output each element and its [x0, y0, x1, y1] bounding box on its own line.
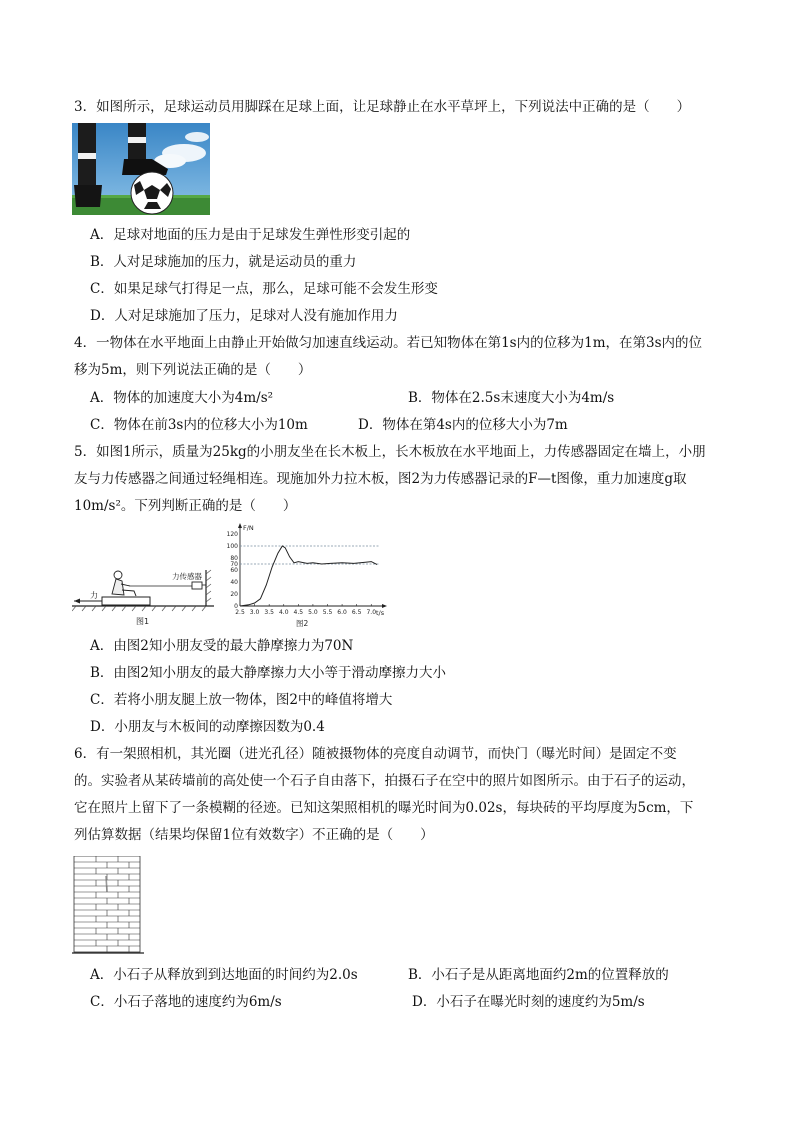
x-tick-label: 2.5: [235, 609, 245, 616]
x-tick-label: 6.5: [351, 609, 362, 616]
question-6-stem-line-3: 它在照片上留下了一条模糊的径迹。已知这架照相机的曝光时间为0.02s，每块砖的平均厚度为5cm，下: [74, 800, 694, 816]
y-tick-label: 70: [230, 561, 238, 568]
figure-1-board-diagram: [72, 568, 222, 628]
q6-option-b: B．小石子是从距离地面约2m的位置释放的: [408, 967, 669, 983]
sensor-label: 力传感器: [172, 572, 202, 581]
q3-option-a: A．足球对地面的压力是由于足球发生弹性形变引起的: [90, 227, 411, 243]
y-tick-label: 120: [226, 531, 238, 538]
q4-option-d: D．物体在第4s内的位移大小为7m: [358, 417, 568, 433]
force-curve: [240, 546, 377, 606]
q6-option-a: A．小石子从释放到到达地面的时间约为2.0s: [90, 967, 358, 983]
question-5-stem-line-2: 友与力传感器之间通过轻绳相连。现施加外力拉木板，图2为力传感器记录的F—t图像，重力加速度g取: [74, 471, 687, 487]
question-5-stem-line-3: 10m/s²。下列判断正确的是（ ）: [74, 498, 297, 514]
y-axis-arrow: [238, 523, 242, 528]
question-6-stem-line-1: 6．有一架照相机，其光圈（进光孔径）随被摄物体的亮度自动调节，而快门（曝光时间）是固定不变: [74, 746, 677, 762]
question-3-stem: 3．如图所示，足球运动员用脚踩在足球上面，让足球静止在水平草坪上，下列说法中正确的是（ ）: [74, 99, 691, 115]
figure-2-caption: 图2: [296, 619, 309, 628]
figure-1-caption: 图1: [136, 617, 150, 626]
q5-option-a: A．由图2知小朋友受的最大静摩擦力为70N: [90, 638, 354, 654]
x-tick-label: 6.0: [337, 609, 347, 616]
x-tick-label: 5.0: [308, 609, 318, 616]
y-tick-label: 80: [230, 555, 238, 562]
q5-option-c: C．若将小朋友腿上放一物体，图2中的峰值将增大: [90, 692, 393, 708]
question-5-stem-line-1: 5．如图1所示，质量为25kg的小朋友坐在长木板上，长木板放在水平地面上，力传感器固定在墙上，小朋: [74, 444, 706, 460]
question-6-stem-line-4: 列估算数据（结果均保留1位有效数字）不正确的是（ ）: [74, 827, 434, 843]
q6-option-c: C．小石子落地的速度约为6m/s: [90, 994, 282, 1010]
q6-option-d: D．小石子在曝光时刻的速度约为5m/s: [412, 994, 645, 1010]
q3-option-b: B．人对足球施加的压力，就是运动员的重力: [90, 254, 357, 270]
stone-blur-trace: [106, 876, 107, 892]
x-tick-label: 7.0: [366, 609, 377, 616]
q3-option-d: D．人对足球施加了压力，足球对人没有施加作用力: [90, 308, 398, 324]
q4-option-c: C．物体在前3s内的位移大小为10m: [90, 417, 308, 433]
brick-wall-figure: [72, 856, 144, 956]
force-label: 力: [90, 591, 98, 600]
x-tick-label: 4.0: [278, 609, 289, 616]
y-tick-label: 60: [230, 567, 238, 574]
q5-option-d: D．小朋友与木板间的动摩擦因数为0.4: [90, 719, 325, 735]
question-4-stem-line-1: 4．一物体在水平地面上由静止开始做匀加速直线运动。若已知物体在第1s内的位移为1m，在第3s内的位: [74, 335, 703, 351]
x-tick-label: 4.5: [293, 609, 304, 616]
y-axis-label: F/N: [243, 524, 254, 532]
soccer-photo: [72, 123, 210, 215]
question-6-stem-line-2: 的。实验者从某砖墙前的高处使一个石子自由落下，拍摄石子在空中的照片如图所示。由于石子的运动，: [74, 773, 695, 789]
x-tick-label: 3.5: [264, 609, 274, 616]
q4-option-a: A．物体的加速度大小为4m/s²: [90, 390, 274, 406]
x-axis-arrow: [382, 604, 387, 608]
figure-2-force-time-chart: [224, 522, 388, 628]
y-tick-label: 20: [230, 591, 238, 598]
q3-option-c: C．如果足球气打得足一点，那么，足球可能不会发生形变: [90, 281, 438, 297]
x-axis-label: t/s: [376, 609, 385, 617]
x-tick-label: 3.0: [249, 609, 260, 616]
y-tick-label: 100: [226, 543, 238, 550]
question-4-stem-line-2: 移为5m，则下列说法正确的是（ ）: [74, 362, 312, 378]
y-tick-label: 40: [230, 579, 238, 586]
q5-option-b: B．由图2知小朋友的最大静摩擦力大小等于滑动摩擦力大小: [90, 665, 447, 681]
q4-option-b: B．物体在2.5s末速度大小为4m/s: [408, 390, 615, 406]
y-tick-label: 0: [234, 603, 238, 610]
x-tick-label: 5.5: [322, 609, 333, 616]
